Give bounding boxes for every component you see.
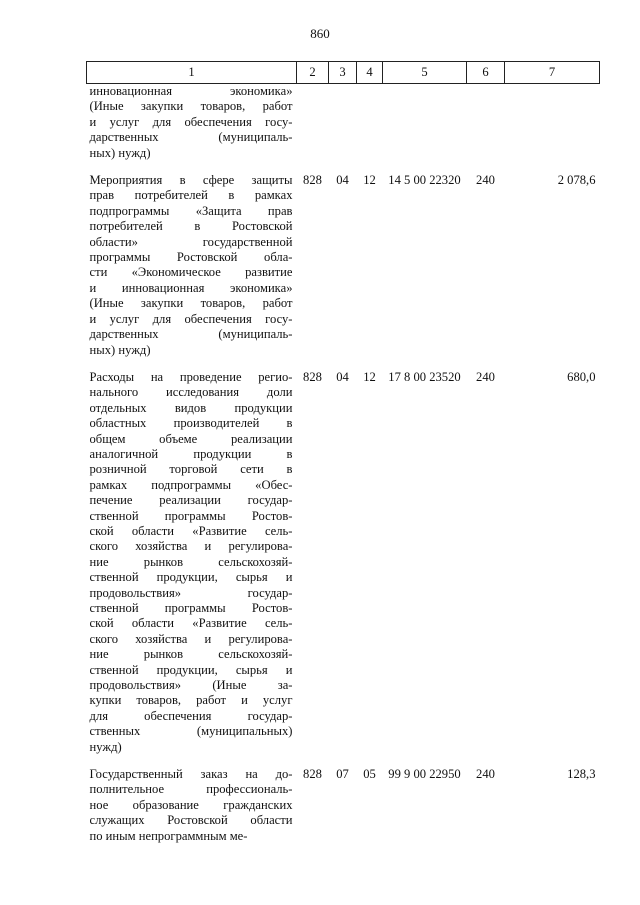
description-line: ского хозяйства и регулирова- [89, 631, 293, 646]
description-line: Мероприятия в сфере защиты [89, 173, 293, 188]
table-row [87, 84, 600, 174]
description-line: купки товаров, работ и услуг [89, 693, 293, 708]
description-line: аналогичной продукции в [89, 446, 293, 461]
row-code-section: 07 [336, 767, 349, 782]
description-line: отдельных видов продукции [89, 400, 293, 415]
description-line: нужд) [89, 739, 122, 754]
row-code-section: 04 [336, 369, 349, 384]
description-line: ского хозяйства и регулирова- [89, 539, 293, 554]
description-line: рамках подпрограммы «Обес- [89, 477, 293, 492]
description-line: ской области «Развитие сель- [89, 616, 293, 631]
row-code-expense-type: 240 [476, 369, 495, 384]
description-line: и услуг для обеспечения госу- [89, 311, 293, 326]
row-amount: 680,0 [567, 369, 596, 384]
description-line: общем объеме реализации [89, 431, 293, 446]
description-line: продовольствия» (Иные за- [89, 678, 293, 693]
description-line: подпрограммы «Защита прав [89, 203, 293, 218]
description-line: Государственный заказ на до- [89, 767, 293, 782]
header-col-2: 2 [297, 62, 329, 84]
row-code-expense-type [467, 84, 505, 174]
row-description [87, 370, 297, 767]
row-code-expense-type: 240 [476, 173, 495, 188]
row-amount [505, 84, 600, 174]
table-row [87, 767, 600, 844]
row-description [87, 767, 297, 844]
row-code-subsection: 12 [363, 173, 376, 188]
description-line: области» государственной [89, 234, 293, 249]
row-code-subsection: 05 [363, 767, 376, 782]
description-line: (Иные закупки товаров, работ [89, 99, 293, 114]
row-code-target: 99 9 00 22950 [388, 767, 461, 782]
description-line: дарственных (муниципаль- [89, 130, 293, 145]
description-line: ственной программы Ростов- [89, 601, 293, 615]
row-code-expense-type: 240 [476, 767, 495, 782]
header-col-3: 3 [329, 62, 357, 84]
description-line: полнительное профессиональ- [89, 782, 293, 797]
page-number: 860 [310, 26, 330, 41]
table-header-row [87, 62, 600, 84]
row-code-admin: 828 [303, 369, 322, 384]
row-code-target: 14 5 00 22320 [388, 173, 461, 188]
description-line: и услуг для обеспечения госу- [89, 114, 293, 129]
row-code-target: 17 8 00 23520 [388, 369, 461, 384]
description-line: потребителей в Ростовской [89, 219, 293, 234]
description-line: дарственных (муниципаль- [89, 327, 293, 342]
description-line: программы Ростовской обла- [89, 250, 293, 265]
description-line: ственной продукции, сырья и [89, 662, 293, 677]
description-line: прав потребителей в рамках [89, 188, 293, 203]
description-line: нального исследования доли [89, 385, 293, 400]
description-line: и инновационная экономика» [89, 280, 293, 295]
description-line: ние рынков сельскохозяй- [89, 647, 293, 662]
description-line: (Иные закупки товаров, работ [89, 296, 293, 311]
description-line: ственных (муниципальных) [89, 724, 293, 739]
row-code-target [383, 84, 467, 174]
row-amount: 128,3 [567, 767, 596, 782]
description-line: Расходы на проведение регио- [89, 369, 293, 384]
row-description [87, 84, 297, 174]
table-row [87, 173, 600, 370]
header-col-7: 7 [505, 62, 600, 84]
row-code-admin: 828 [303, 173, 322, 188]
row-code-admin: 828 [303, 767, 322, 782]
description-line: ние рынков сельскохозяй- [89, 554, 293, 569]
description-line: продовольствия» государ- [89, 585, 293, 600]
header-col-6: 6 [467, 62, 505, 84]
row-description [87, 173, 297, 370]
header-col-4: 4 [357, 62, 383, 84]
description-line: ственной программы Ростов- [89, 508, 293, 523]
description-line: областных производителей в [89, 416, 293, 431]
description-line: печение реализации государ- [89, 493, 293, 508]
description-line: ных) нужд) [89, 145, 151, 160]
header-col-5: 5 [383, 62, 467, 84]
budget-table [86, 61, 600, 844]
row-code-subsection: 12 [363, 369, 376, 384]
row-code-admin [297, 84, 329, 174]
table-row [87, 370, 600, 767]
header-col-1: 1 [87, 62, 297, 84]
description-line: ственной продукции, сырья и [89, 570, 293, 585]
description-line: по иным непрограммным ме- [89, 828, 248, 843]
row-amount: 2 078,6 [557, 173, 596, 188]
description-line: служащих Ростовской области [89, 813, 293, 828]
description-line: инновационная экономика» [89, 84, 293, 98]
row-code-section [329, 84, 357, 174]
description-line: сти «Экономическое развитие [89, 265, 293, 280]
row-code-section: 04 [336, 173, 349, 188]
description-line: ской области «Развитие сель- [89, 523, 293, 538]
description-line: ных) нужд) [89, 342, 151, 357]
description-line: ное образование гражданских [89, 797, 293, 812]
description-line: розничной торговой сети в [89, 462, 293, 477]
description-line: для обеспечения государ- [89, 708, 293, 723]
row-code-subsection [357, 84, 383, 174]
